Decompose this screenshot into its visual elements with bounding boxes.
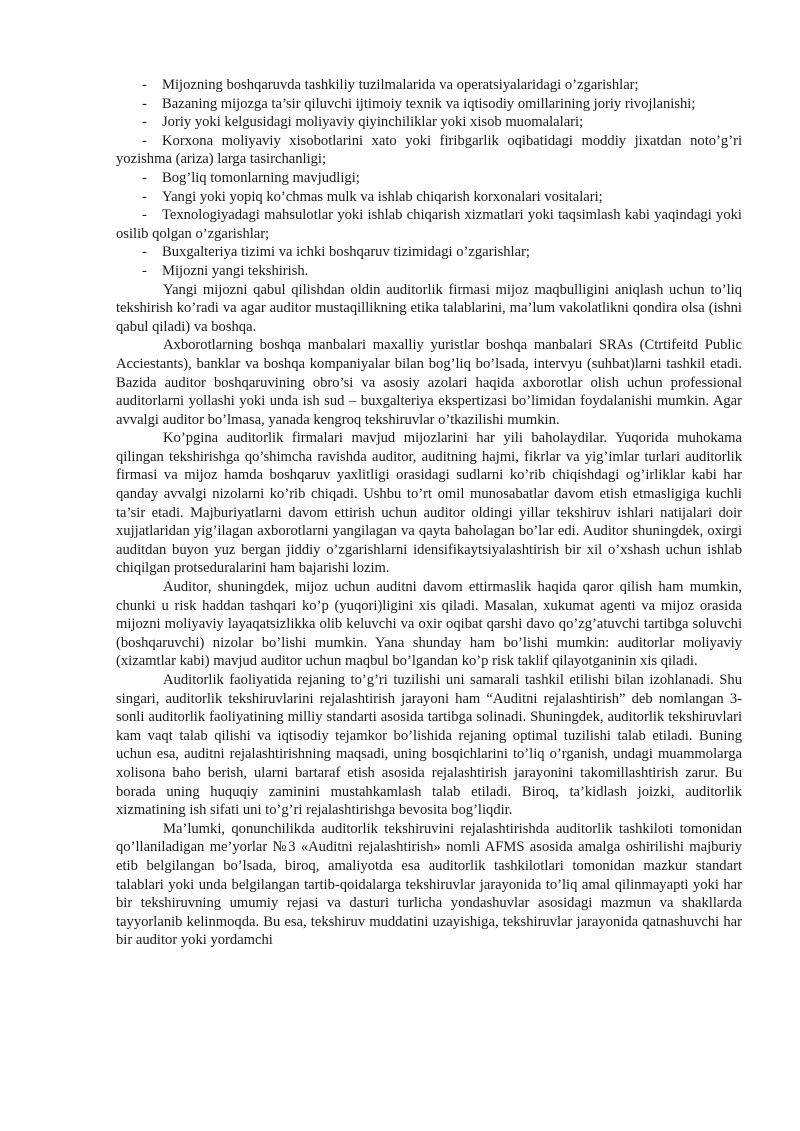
paragraph: Auditor, shuningdek, mijoz uchun auditni davom ettirmaslik haqida qaror qilish ham mumkin, chunki u risk haddan tashqari ko’p (yuqori)ligini xis qiladi. Masalan, xukumat agenti va mijoz orasida mijozni moliyaviy layaqatsizlikka olib keluvchi va oxir oqibat qarshi davo qo’zg’atuvchi tartibga soluvchi (boshqaruvchi) nizolar bo’lishi mumkin. Yana shunday ham bo’lishi mumkin: auditorlar moliyaviy (xizamtlar kabi) mavjud auditor uchun maqbul bo’lgandan ko’p risk taklif qilayotganinin xis qiladi.: [116, 579, 742, 670]
list-item-text: Yangi yoki yopiq ko’chmas mulk va ishlab chiqarish korxonalari vositalari;: [162, 188, 603, 205]
list-item-text: Bog’liq tomonlarning mavjudligi;: [162, 169, 360, 186]
list-item: [116, 188, 742, 207]
list-item-text: Bazaning mijozga ta’sir qiluvchi ijtimoiy texnik va iqtisodiy omillarining joriy rivojlanishi;: [162, 95, 696, 112]
paragraph: Ma’lumki, qonunchilikda auditorlik tekshiruvini rejalashtirishda auditorlik tashkiloti tomonidan qo’llaniladigan me’yorlar №3 «Auditni rejalashtirish» nomli AFMS asosida amalga oshirilishi majburiy etib belgilangan bo’lsada, biroq, amaliyotda esa auditorlik tashkilotlari tomonidan mazkur standart talablari yoki unda belgilangan tartib-qoidalarga tekshiruvlar jarayonida to’liq amal qilinmayapti yoki har bir tekshiruvning umumiy rejasi va dasturi turlicha yondashuvlar asosidagi mazmun va shakllarda tayyorlanib kelinmoqda. Bu esa, tekshiruv muddatini uzayishiga, tekshiruvlar jarayonida qatnashuvchi har bir auditor yoki yordamchi: [116, 820, 742, 949]
paragraph: Ko’pgina auditorlik firmalari mavjud mijozlarini har yili baholaydilar. Yuqorida muhokama qilingan tekshirishga qo’shimcha ravishda auditor, auditning hajmi, fikrlar va yig’imlar turlari auditorlik firmasi va mijoz hamda boshqaruv yaxlitligi orasidagi sudlarni ko’rib chiqishdagi og’irliklar kabi har qanday avvalgi nizolarni ko’rib chiqadi. Ushbu to’rt omil munosabatlar davom etish etmasligiga kuchli ta’sir etadi. Majburiyatlarni davom ettirish uchun auditor oldingi yillar tekshiruv ishlari natijalari doir xujjatlaridan yig’ilagan axborotlarni yangilagan va qayta baholagan bo’lar edi. Auditor shuningdek, oxirgi auditdan buyon yuz bergan jiddiy o’zgarishlarni idensifikaytsiyalashtirish bir xil o’xshash uchun ishlab chiqilgan protseduralarini ham bajarishi lozim.: [116, 430, 742, 577]
list-item-text: Texnologiyadagi mahsulotlar yoki ishlab chiqarish xizmatlari yoki taqsimlash kabi yaqindagi yoki osilib qolgan o’zgarishlar;: [116, 207, 742, 242]
bullet-list: [116, 76, 742, 281]
list-item: [116, 95, 742, 114]
list-item-text: Joriy yoki kelgusidagi moliyaviy qiyinchiliklar yoki xisob muomalalari;: [162, 114, 584, 131]
dash-bullet: -: [142, 132, 147, 149]
dash-bullet: -: [142, 244, 147, 261]
paragraph: Yangi mijozni qabul qilishdan oldin auditorlik firmasi mijoz maqbulligini aniqlash uchun to’liq tekshirish ko’radi va agar auditor mustaqillikning etika talablarini, ma’lum vakolatlikni qondira olsa (ishni qabul qiladi) va boshqa.: [116, 281, 742, 335]
dash-bullet: -: [142, 114, 147, 131]
list-item-text: Mijozning boshqaruvda tashkiliy tuzilmalarida va operatsiyalaridagi o’zgarishlar;: [162, 77, 639, 93]
paragraph: Auditorlik faoliyatida rejaning to’g’ri tuzilishi uni samarali tashkil etilishi bilan izohlanadi. Shu singari, auditorlik tekshiruvlarini rejalashtirish jarayoni ham “Auditni rejalashtirish” deb nomlangan 3-sonli auditorlik faoliyatining milliy standarti asosida tartibga solinadi. Shuningdek, auditorlik tekshiruvlari kam vaqt talab qilishi va iqtisodiy tejamkor bo’lishida rejaning optimal tuzilishi talab etiladi. Buning uchun esa, auditni rejalashtirishning maqsadi, uning bosqichlarini to’liq o’rganish, undagi muammolarga xolisona baho berish, ularni bartaraf etish asosida rejalashtirish jarayonini takomillashtirish zarur. Bu borada uning huquqiy zaminini mustahkamlash talab etiladi. Biroq, ta’kidlash joizki, auditorlik xizmatining ish sifati uni to’g’ri rejalashtirishga bevosita bog’liqdir.: [116, 672, 742, 819]
list-item: [116, 169, 742, 188]
dash-bullet: -: [142, 77, 147, 93]
dash-bullet: -: [142, 207, 147, 224]
list-item: [116, 206, 742, 243]
list-item: [116, 262, 742, 281]
list-item: [116, 132, 742, 169]
list-item: [116, 113, 742, 132]
list-item-text: Buxgalteriya tizimi va ichki boshqaruv tizimidagi o’zgarishlar;: [162, 244, 530, 261]
list-item-text: Korxona moliyaviy xisobotlarini xato yoki firibgarlik oqibatidagi moddiy jixatdan noto’g’ri yozishma (ariza) larga tasirchanligi;: [116, 132, 742, 168]
document-page: [116, 76, 742, 950]
dash-bullet: -: [142, 95, 147, 112]
dash-bullet: -: [142, 188, 147, 205]
body-text: [116, 281, 742, 950]
list-item-text: Mijozni yangi tekshirish.: [162, 262, 309, 279]
list-item: [116, 76, 742, 95]
dash-bullet: -: [142, 169, 147, 186]
list-item: [116, 243, 742, 262]
dash-bullet: -: [142, 262, 147, 279]
paragraph: Axborotlarning boshqa manbalari maxalliy yuristlar boshqa manbalari SRAs (Ctrtifeitd Public Acciestants), banklar va boshqa kompaniyalar bilan bog’liq bo’lsada, intervyu (suhbat)larni tashkil etadi. Bazida auditor boshqaruvining obro’si va asosiy azolari haqida axborotlar olish uchun professional auditorlarni yollashi yoki unda ish sud – buxgalteriya ekspertizasi bo’limidan foydalanishi mumkin. Agar avvalgi auditor bo’lmasa, yanada kengroq tekshiruvlar o’tkazilishi mumkin.: [116, 337, 742, 428]
